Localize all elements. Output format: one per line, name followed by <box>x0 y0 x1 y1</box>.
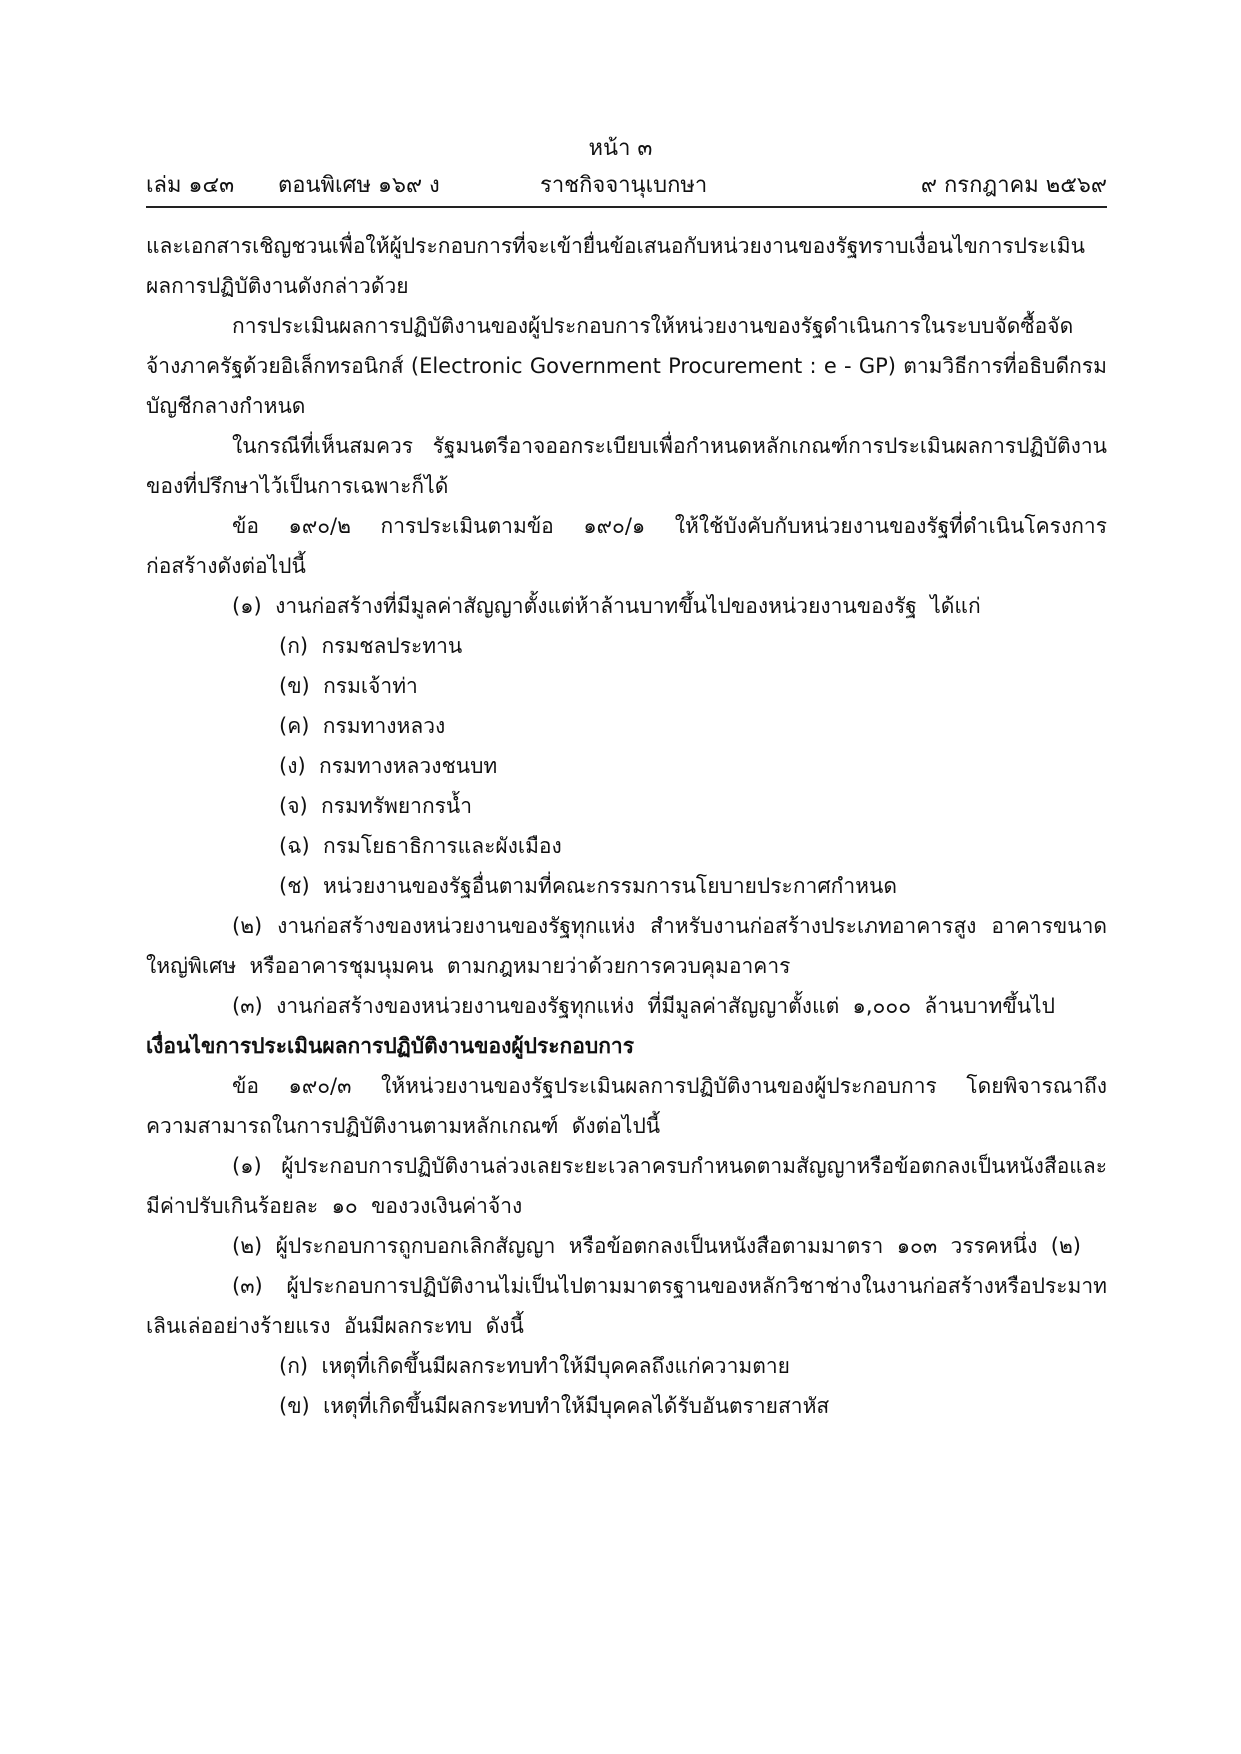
sub-list-item: (ช) หน่วยงานของรัฐอื่นตามที่คณะกรรมการนโยบายประกาศกำหนด <box>279 874 898 898</box>
document-body <box>146 226 1107 1426</box>
issue-number: ตอนพิเศษ ๑๖๙ ง <box>278 173 440 198</box>
list-item: (๓) งานก่อสร้างของหน่วยงานของรัฐทุกแห่ง ที่มีมูลค่าสัญญาตั้งแต่ ๑,๐๐๐ ล้านบาทขึ้นไป <box>232 994 1055 1018</box>
sub-list-item: (ฉ) กรมโยธาธิการและผังเมือง <box>279 834 562 858</box>
paragraph: การประเมินผลการปฏิบัติงานของผู้ประกอบการให้หน่วยงานของรัฐดำเนินการในระบบจัดซื้อจัดจ้างภาครัฐด้วยอิเล็กทรอนิกส์ (Electronic Government Procurement : e - GP) ตามวิธีการที่อธิบดีกรมบัญชีกลางกำหนด <box>146 314 1107 418</box>
clause-190-3: ข้อ ๑๙๐/๓ ให้หน่วยงานของรัฐประเมินผลการปฏิบัติงานของผู้ประกอบการ โดยพิจารณาถึงความสามารถในการปฏิบัติงานตามหลักเกณฑ์ ดังต่อไปนี้ <box>146 1074 1107 1138</box>
sub-list-item: (ข) กรมเจ้าท่า <box>279 674 418 698</box>
sub-list-item: (ข) เหตุที่เกิดขึ้นมีผลกระทบทำให้มีบุคคลได้รับอันตรายสาหัส <box>279 1394 830 1418</box>
section-heading: เงื่อนไขการประเมินผลการปฏิบัติงานของผู้ประกอบการ <box>146 1034 634 1058</box>
sub-list-item: (ก) เหตุที่เกิดขึ้นมีผลกระทบทำให้มีบุคคลถึงแก่ความตาย <box>279 1354 790 1378</box>
clause-190-2: ข้อ ๑๙๐/๒ การประเมินตามข้อ ๑๙๐/๑ ให้ใช้บังคับกับหน่วยงานของรัฐที่ดำเนินโครงการก่อสร้างดังต่อไปนี้ <box>146 514 1107 578</box>
list-item: (๓) ผู้ประกอบการปฏิบัติงานไม่เป็นไปตามมาตรฐานของหลักวิชาช่างในงานก่อสร้างหรือประมาทเลินเล่ออย่างร้ายแรง อันมีผลกระทบ ดังนี้ <box>146 1274 1107 1338</box>
sub-list-item: (ก) กรมชลประทาน <box>279 634 463 658</box>
volume-number: เล่ม ๑๔๓ <box>146 173 235 198</box>
journal-title: ราชกิจจานุเบกษา <box>540 173 708 198</box>
paragraph: และเอกสารเชิญชวนเพื่อให้ผู้ประกอบการที่จะเข้ายื่นข้อเสนอกับหน่วยงานของรัฐทราบเงื่อนไขการประเมินผลการปฏิบัติงานดังกล่าวด้วย <box>146 234 1085 298</box>
page-number: หน้า ๓ <box>588 136 653 161</box>
paragraph: ในกรณีที่เห็นสมควร รัฐมนตรีอาจออกระเบียบเพื่อกำหนดหลักเกณฑ์การประเมินผลการปฏิบัติงานของที่ปรึกษาไว้เป็นการเฉพาะก็ได้ <box>146 434 1107 498</box>
list-item: (๒) งานก่อสร้างของหน่วยงานของรัฐทุกแห่ง สำหรับงานก่อสร้างประเภทอาคารสูง อาคารขนาดใหญ่พิเศษ หรืออาคารชุมนุมคน ตามกฎหมายว่าด้วยการควบคุมอาคาร <box>146 914 1107 978</box>
sub-list-item: (ง) กรมทางหลวงชนบท <box>279 754 498 778</box>
publication-date: ๙ กรกฎาคม ๒๕๖๙ <box>920 173 1107 198</box>
list-item: (๒) ผู้ประกอบการถูกบอกเลิกสัญญา หรือข้อตกลงเป็นหนังสือตามมาตรา ๑๐๓ วรรคหนึ่ง (๒) <box>232 1234 1081 1258</box>
gazette-header <box>146 170 1107 202</box>
sub-list-item: (จ) กรมทรัพยากรน้ำ <box>279 794 473 818</box>
list-item: (๑) ผู้ประกอบการปฏิบัติงานล่วงเลยระยะเวลาครบกำหนดตามสัญญาหรือข้อตกลงเป็นหนังสือและมีค่าปรับเกินร้อยละ ๑๐ ของวงเงินค่าจ้าง <box>146 1154 1107 1218</box>
sub-list-item: (ค) กรมทางหลวง <box>279 714 446 738</box>
header-divider <box>146 206 1107 208</box>
list-item: (๑) งานก่อสร้างที่มีมูลค่าสัญญาตั้งแต่ห้าล้านบาทขึ้นไปของหน่วยงานของรัฐ ได้แก่ <box>232 594 981 618</box>
